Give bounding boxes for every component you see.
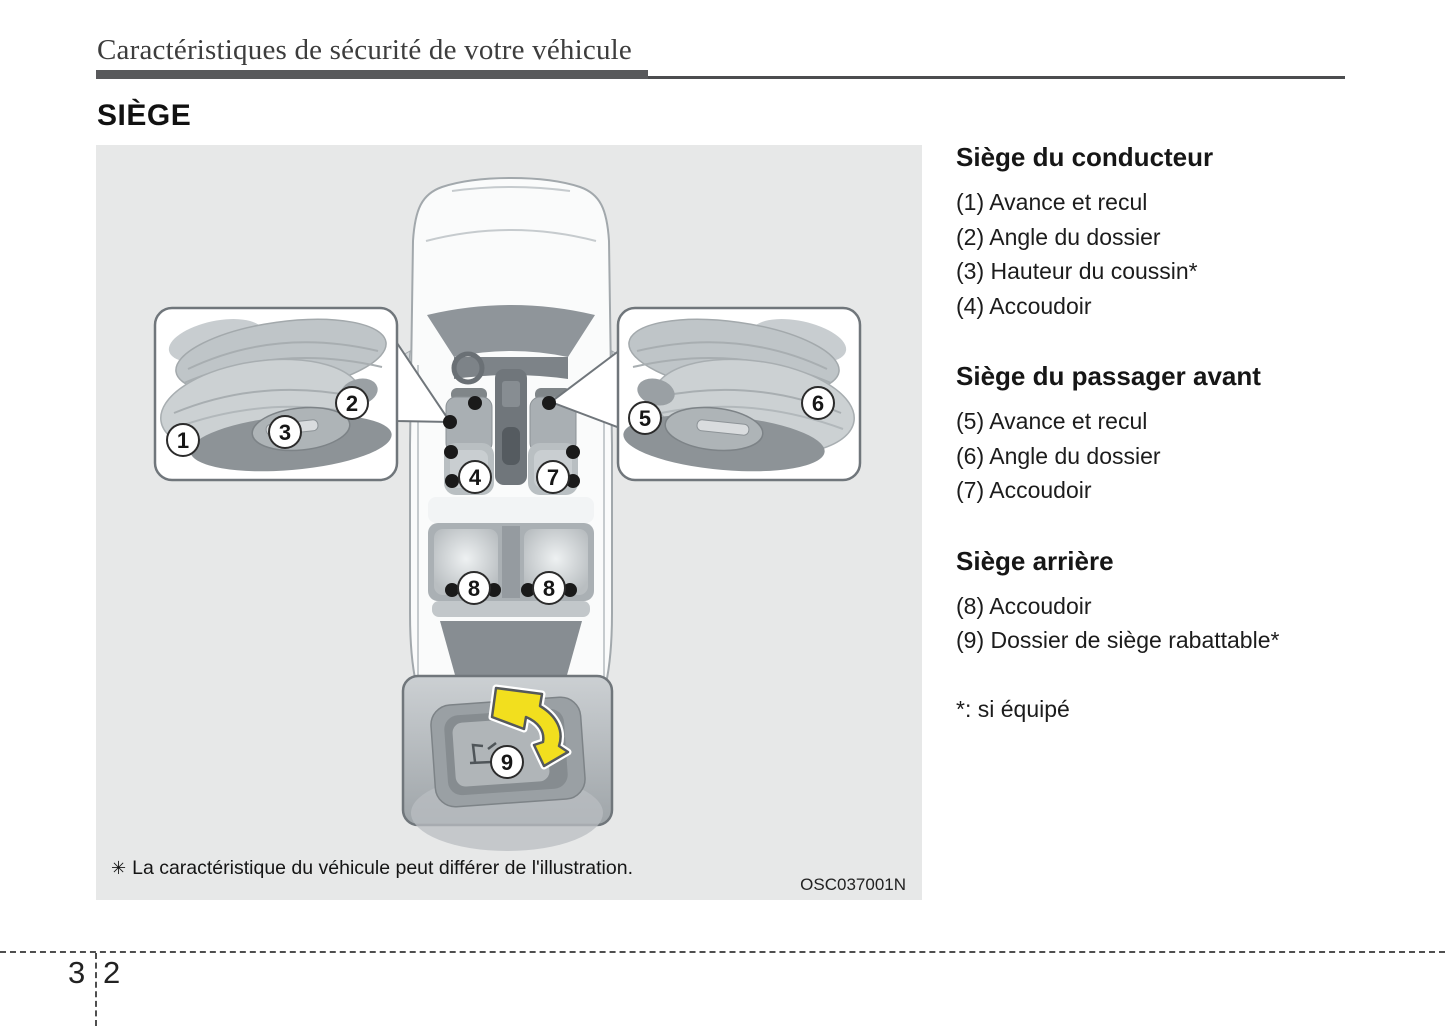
callout-1 [167, 424, 199, 456]
callout-9 [491, 746, 523, 778]
windshield [427, 305, 595, 357]
legend-item: (2) Angle du dossier [956, 223, 1161, 250]
callout-6 [802, 387, 834, 419]
figure-code: OSC037001N [800, 875, 906, 894]
seat-diagram [96, 145, 922, 900]
figure-caption [111, 857, 633, 880]
header-rule-bar [96, 70, 648, 79]
rear-center-armrest [502, 526, 520, 598]
svg-text:2: 2 [345, 391, 359, 416]
svg-text:8: 8 [467, 576, 481, 601]
header-rule-line [648, 76, 1345, 79]
seat-diagram-panel [96, 145, 922, 900]
equipment-footnote: *: si équipé [956, 695, 1070, 722]
svg-text:9: 9 [500, 750, 514, 775]
footer-dashed-divider [95, 953, 97, 1026]
svg-text:7: 7 [546, 465, 560, 490]
page-header-title: Caractéristiques de sécurité de votre véhicule [97, 34, 632, 66]
legend-group-rear [956, 546, 1426, 658]
legend-item: (6) Angle du dossier [956, 442, 1161, 469]
callout-5 [629, 402, 661, 434]
page-number: 2 [103, 955, 121, 990]
svg-text:4: 4 [468, 465, 482, 490]
section-title: SIÈGE [97, 99, 192, 132]
callout-8-right [533, 572, 565, 604]
legend-item: (7) Accoudoir [956, 477, 1092, 503]
svg-text:5: 5 [638, 406, 652, 431]
svg-text:8: 8 [542, 576, 556, 601]
car-top-view [396, 178, 626, 745]
chapter-number: 3 [68, 955, 86, 990]
legend-heading-rear: Siège arrière [956, 545, 1114, 576]
legend-item: (4) Accoudoir [956, 292, 1092, 319]
legend-item: (5) Avance et recul [956, 408, 1148, 434]
footer-dashed-line [0, 951, 1445, 953]
svg-text:3: 3 [278, 420, 292, 445]
svg-text:1: 1 [176, 428, 190, 453]
legend-heading-passenger: Siège du passager avant [956, 361, 1261, 391]
legend-item: (1) Avance et recul [956, 189, 1148, 215]
callout-8-left [458, 572, 490, 604]
legend-group-driver [956, 142, 1426, 323]
header-rule [96, 70, 1345, 79]
gear-shifter [502, 427, 520, 465]
legend-item: (9) Dossier de siège rabattable* [956, 627, 1280, 653]
legend-item: (3) Hauteur du coussin* [956, 258, 1198, 284]
callout-2 [336, 387, 368, 419]
figure-caption-text: La caractéristique du véhicule peut différer de l'illustration. [132, 857, 633, 879]
seat-legend [956, 142, 1426, 723]
callout-4 [459, 461, 491, 493]
callout-7 [537, 461, 569, 493]
rear-bench-seat [428, 523, 594, 617]
legend-heading-driver: Siège du conducteur [956, 142, 1214, 172]
legend-item: (8) Accoudoir [956, 592, 1092, 619]
asterisk-icon: ✳ [111, 858, 127, 878]
callout-3 [269, 416, 301, 448]
legend-group-passenger [956, 361, 1426, 508]
svg-text:6: 6 [811, 391, 825, 416]
